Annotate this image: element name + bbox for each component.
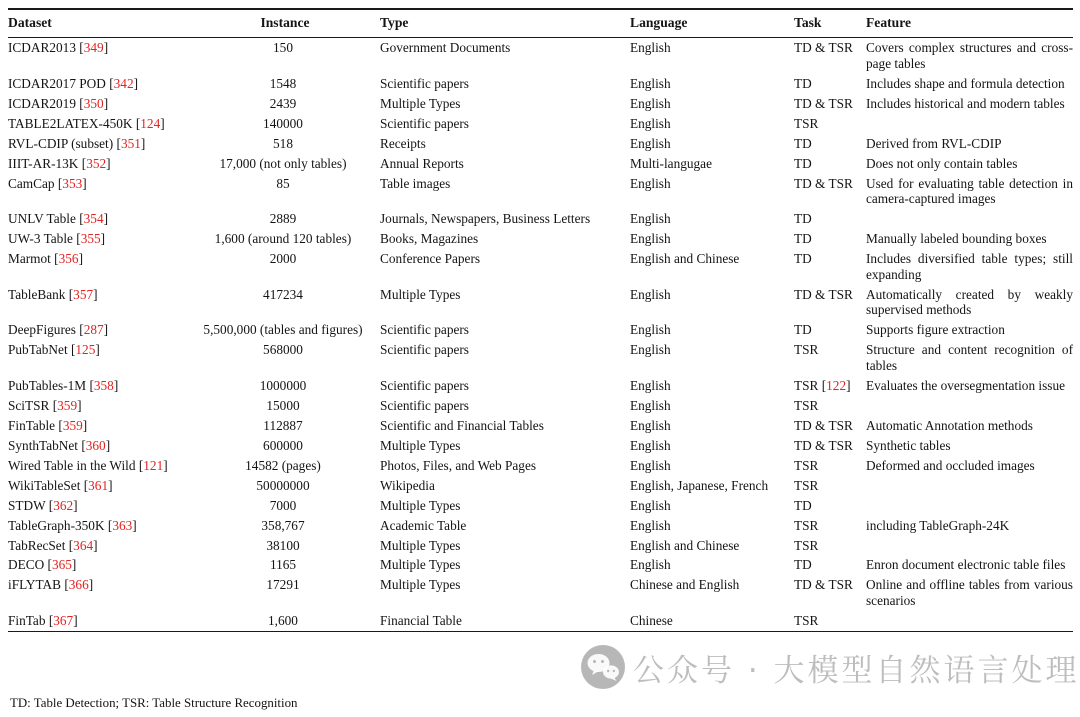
instance-cell: 140000	[263, 115, 303, 131]
dataset-cell: PubTabNet [125]	[8, 342, 100, 358]
type-cell: Books, Magazines	[380, 231, 479, 247]
language-cell: English	[630, 497, 671, 513]
instance-cell: 17291	[266, 577, 300, 593]
table-row	[8, 611, 1073, 631]
feature-cell: Includes diversified table types; still expanding	[866, 251, 1073, 282]
citation: [359]	[52, 397, 82, 413]
task-cell: TD	[794, 251, 812, 267]
feature-cell: Online and offline tables from various scenarios	[866, 577, 1073, 609]
instance-cell: 1000000	[259, 377, 307, 393]
instance-cell: 1548	[269, 75, 297, 91]
citation: [354]	[79, 211, 109, 227]
instance-cell: 568000	[263, 342, 303, 358]
type-cell: Multiple Types	[380, 537, 461, 553]
citation: [125]	[70, 342, 100, 358]
type-cell: Scientific papers	[380, 75, 469, 91]
feature-cell: Includes shape and formula detection	[866, 75, 1065, 91]
feature-cell	[866, 475, 1073, 495]
table-footnote: TD: Table Detection; TSR: Table Structure Recognition	[10, 696, 298, 710]
task-cell: TSR	[794, 613, 819, 628]
language-cell: English	[630, 231, 671, 247]
watermark	[580, 641, 1080, 693]
table-row	[8, 249, 1073, 285]
task-cell: TD & TSR	[794, 40, 853, 56]
table-header-row	[8, 9, 1073, 38]
instance-cell: 150	[273, 40, 293, 56]
citation: [355]	[76, 231, 106, 247]
task-cell: TD & TSR	[794, 286, 853, 302]
table-row	[8, 114, 1073, 134]
dataset-cell: SciTSR [359]	[8, 397, 82, 413]
dataset-cell: DECO [365]	[8, 557, 77, 573]
type-cell: Multiple Types	[380, 95, 461, 111]
citation: [351]	[116, 135, 146, 151]
type-cell: Journals, Newspapers, Business Letters	[380, 211, 591, 227]
feature-cell: Enron document electronic table files	[866, 557, 1066, 573]
dataset-cell: TableBank [357]	[8, 286, 98, 302]
type-cell: Scientific papers	[380, 342, 469, 358]
table-row	[8, 340, 1073, 376]
instance-cell: 17,000 (not only tables)	[219, 155, 347, 171]
type-cell: Multiple Types	[380, 437, 461, 453]
instance-cell: 358,767	[261, 517, 305, 533]
citation: [287]	[79, 322, 109, 338]
language-cell: English	[630, 457, 671, 473]
column-header-task: Task	[794, 9, 866, 38]
feature-cell: Manually labeled bounding boxes	[866, 231, 1047, 247]
dataset-cell: Marmot [356]	[8, 251, 83, 267]
table-row	[8, 575, 1073, 611]
language-cell: English	[630, 377, 671, 393]
dataset-cell: IIIT-AR-13K [352]	[8, 155, 111, 171]
table-row	[8, 284, 1073, 320]
table-row	[8, 133, 1073, 153]
instance-cell: 15000	[266, 397, 300, 413]
type-cell: Wikipedia	[380, 477, 435, 493]
dataset-cell: FinTable [359]	[8, 417, 88, 433]
instance-cell: 38100	[266, 537, 300, 553]
table-row	[8, 555, 1073, 575]
feature-cell: Synthetic tables	[866, 437, 951, 453]
task-cell: TD & TSR	[794, 417, 853, 433]
instance-cell: 2439	[269, 95, 297, 111]
dataset-cell: ICDAR2017 POD [342]	[8, 75, 139, 91]
language-cell: Multi-langugae	[630, 155, 712, 171]
language-cell: English	[630, 75, 671, 91]
citation: [356]	[54, 251, 83, 267]
dataset-cell: TableGraph-350K [363]	[8, 517, 137, 533]
feature-cell	[866, 396, 1073, 416]
task-cell: TD	[794, 322, 812, 338]
dataset-cell: CamCap [353]	[8, 175, 87, 191]
task-cell: TD	[794, 557, 812, 573]
language-cell: English	[630, 286, 671, 302]
instance-cell: 50000000	[256, 477, 310, 493]
task-cell: TSR	[794, 115, 819, 131]
citation: [365]	[47, 557, 77, 573]
instance-cell: 2000	[269, 251, 297, 267]
dataset-cell: Wired Table in the Wild [121]	[8, 457, 168, 473]
type-cell: Table images	[380, 175, 451, 191]
task-cell: TD	[794, 497, 812, 513]
language-cell: English	[630, 322, 671, 338]
table-row	[8, 455, 1073, 475]
task-cell: TD & TSR	[794, 175, 853, 191]
language-cell: English	[630, 557, 671, 573]
type-cell: Multiple Types	[380, 497, 461, 513]
feature-cell: Evaluates the oversegmentation issue	[866, 377, 1066, 393]
language-cell: English	[630, 397, 671, 413]
language-cell: English	[630, 175, 671, 191]
task-cell: TSR	[794, 517, 819, 533]
language-cell: English	[630, 437, 671, 453]
feature-cell: Includes historical and modern tables	[866, 95, 1065, 111]
feature-cell: Structure and content recognition of tables	[866, 342, 1073, 373]
feature-cell: Automatically created by weakly supervised methods	[866, 286, 1073, 318]
table-row	[8, 396, 1073, 416]
dataset-cell: TABLE2LATEX-450K [124]	[8, 115, 165, 131]
instance-cell: 600000	[263, 437, 303, 453]
language-cell: Chinese and English	[630, 577, 740, 593]
type-cell: Multiple Types	[380, 557, 461, 573]
type-cell: Multiple Types	[380, 577, 461, 593]
table-row	[8, 435, 1073, 455]
table-body	[8, 38, 1073, 632]
instance-cell: 1165	[269, 557, 297, 573]
language-cell: English and Chinese	[630, 251, 740, 267]
dataset-cell: SynthTabNet [360]	[8, 437, 111, 453]
language-cell: English, Japanese, French	[630, 477, 769, 493]
instance-cell: 5,500,000 (tables and figures)	[203, 322, 363, 338]
instance-cell: 7000	[269, 497, 297, 513]
type-cell: Conference Papers	[380, 251, 481, 267]
task-cell: TD & TSR	[794, 577, 853, 593]
feature-cell	[866, 495, 1073, 515]
citation: [366]	[64, 577, 94, 593]
language-cell: English and Chinese	[630, 537, 740, 553]
instance-cell: 518	[273, 135, 293, 151]
feature-cell: Used for evaluating table detection in camera-captured images	[866, 175, 1073, 207]
task-cell: TD & TSR	[794, 95, 853, 111]
feature-cell	[866, 114, 1073, 134]
task-cell: TSR	[794, 477, 819, 493]
citation: [350]	[79, 95, 109, 111]
type-cell: Scientific and Financial Tables	[380, 417, 544, 433]
citation: [359]	[58, 417, 88, 433]
table-row	[8, 94, 1073, 114]
table-row	[8, 209, 1073, 229]
language-cell: English	[630, 135, 671, 151]
language-cell: English	[630, 95, 671, 111]
instance-cell: 1,600	[268, 613, 298, 628]
table-row	[8, 74, 1073, 94]
task-cell: TSR	[794, 397, 819, 413]
type-cell: Receipts	[380, 135, 426, 151]
column-header-language: Language	[630, 9, 794, 38]
type-cell: Scientific papers	[380, 322, 469, 338]
instance-cell: 14582 (pages)	[245, 457, 321, 473]
feature-cell: Covers complex structures and cross-page tables	[866, 40, 1073, 71]
type-cell: Annual Reports	[380, 155, 464, 171]
instance-cell: 1,600 (around 120 tables)	[214, 231, 352, 247]
column-header-dataset: Dataset	[8, 9, 190, 38]
feature-cell	[866, 611, 1073, 631]
dataset-cell: FinTab [367]	[8, 613, 78, 628]
citation: [342]	[109, 75, 139, 91]
feature-cell	[866, 535, 1073, 555]
task-cell: TD & TSR	[794, 437, 853, 453]
dataset-cell: STDW [362]	[8, 497, 78, 513]
table-row	[8, 229, 1073, 249]
language-cell: English	[630, 115, 671, 131]
type-cell: Financial Table	[380, 613, 462, 628]
feature-cell: including TableGraph-24K	[866, 517, 1010, 533]
table-row	[8, 475, 1073, 495]
table-row	[8, 495, 1073, 515]
task-cell: TD	[794, 155, 812, 171]
dataset-cell: ICDAR2019 [350]	[8, 95, 109, 111]
citation: [358]	[89, 377, 119, 393]
type-cell: Academic Table	[380, 517, 467, 533]
wechat-icon	[580, 644, 626, 690]
dataset-cell: DeepFigures [287]	[8, 322, 109, 338]
language-cell: English	[630, 40, 671, 56]
type-cell: Scientific papers	[380, 377, 469, 393]
instance-cell: 417234	[263, 286, 303, 302]
table-row	[8, 416, 1073, 436]
dataset-cell: RVL-CDIP (subset) [351]	[8, 135, 146, 151]
instance-cell: 85	[276, 175, 290, 191]
type-cell: Scientific papers	[380, 115, 469, 131]
table-row	[8, 320, 1073, 340]
dataset-cell: UW-3 Table [355]	[8, 231, 106, 247]
datasets-table	[8, 8, 1073, 632]
table-row	[8, 515, 1073, 535]
feature-cell	[866, 209, 1073, 229]
instance-cell: 112887	[263, 417, 303, 433]
table-row	[8, 173, 1073, 209]
dataset-cell: WikiTableSet [361]	[8, 477, 113, 493]
language-cell: Chinese	[630, 613, 673, 628]
citation: [361]	[83, 477, 113, 493]
task-cell: TSR	[794, 342, 819, 358]
type-cell: Government Documents	[380, 40, 511, 56]
feature-cell: Derived from RVL-CDIP	[866, 135, 1002, 151]
citation: [362]	[48, 497, 78, 513]
citation: [364]	[68, 537, 98, 553]
citation: [357]	[68, 286, 98, 302]
watermark-text: 公众号 · 大模型自然语言处理	[633, 652, 1080, 689]
task-cell: TD	[794, 135, 812, 151]
task-cell: TSR	[794, 457, 819, 473]
citation: [360]	[81, 437, 111, 453]
column-header-type: Type	[380, 9, 630, 38]
dataset-cell: TabRecSet [364]	[8, 537, 98, 553]
language-cell: English	[630, 517, 671, 533]
table-row	[8, 153, 1073, 173]
dataset-cell: ICDAR2013 [349]	[8, 40, 109, 56]
table-row	[8, 535, 1073, 555]
citation: [121]	[138, 457, 168, 473]
task-cell: TD	[794, 211, 812, 227]
feature-cell: Does not only contain tables	[866, 155, 1018, 171]
dataset-cell: PubTables-1M [358]	[8, 377, 119, 393]
citation: [352]	[81, 155, 111, 171]
task-cell: TSR	[794, 537, 819, 553]
task-cell: TSR [122]	[794, 377, 851, 393]
type-cell: Multiple Types	[380, 286, 461, 302]
citation: [367]	[48, 613, 78, 628]
instance-cell: 2889	[269, 211, 297, 227]
feature-cell: Automatic Annotation methods	[866, 417, 1033, 433]
column-header-feature: Feature	[866, 9, 1073, 38]
citation: [353]	[57, 175, 87, 191]
citation: [122]	[821, 377, 851, 393]
citation: [349]	[79, 40, 109, 56]
feature-cell: Supports figure extraction	[866, 322, 1005, 338]
table-row	[8, 38, 1073, 74]
type-cell: Photos, Files, and Web Pages	[380, 457, 537, 473]
dataset-cell: UNLV Table [354]	[8, 211, 109, 227]
task-cell: TD	[794, 75, 812, 91]
dataset-cell: iFLYTAB [366]	[8, 577, 94, 593]
citation: [363]	[107, 517, 137, 533]
language-cell: English	[630, 342, 671, 358]
type-cell: Scientific papers	[380, 397, 469, 413]
task-cell: TD	[794, 231, 812, 247]
language-cell: English	[630, 211, 671, 227]
feature-cell: Deformed and occluded images	[866, 457, 1035, 473]
table-row	[8, 376, 1073, 396]
citation: [124]	[135, 115, 165, 131]
column-header-instance: Instance	[190, 9, 380, 38]
language-cell: English	[630, 417, 671, 433]
